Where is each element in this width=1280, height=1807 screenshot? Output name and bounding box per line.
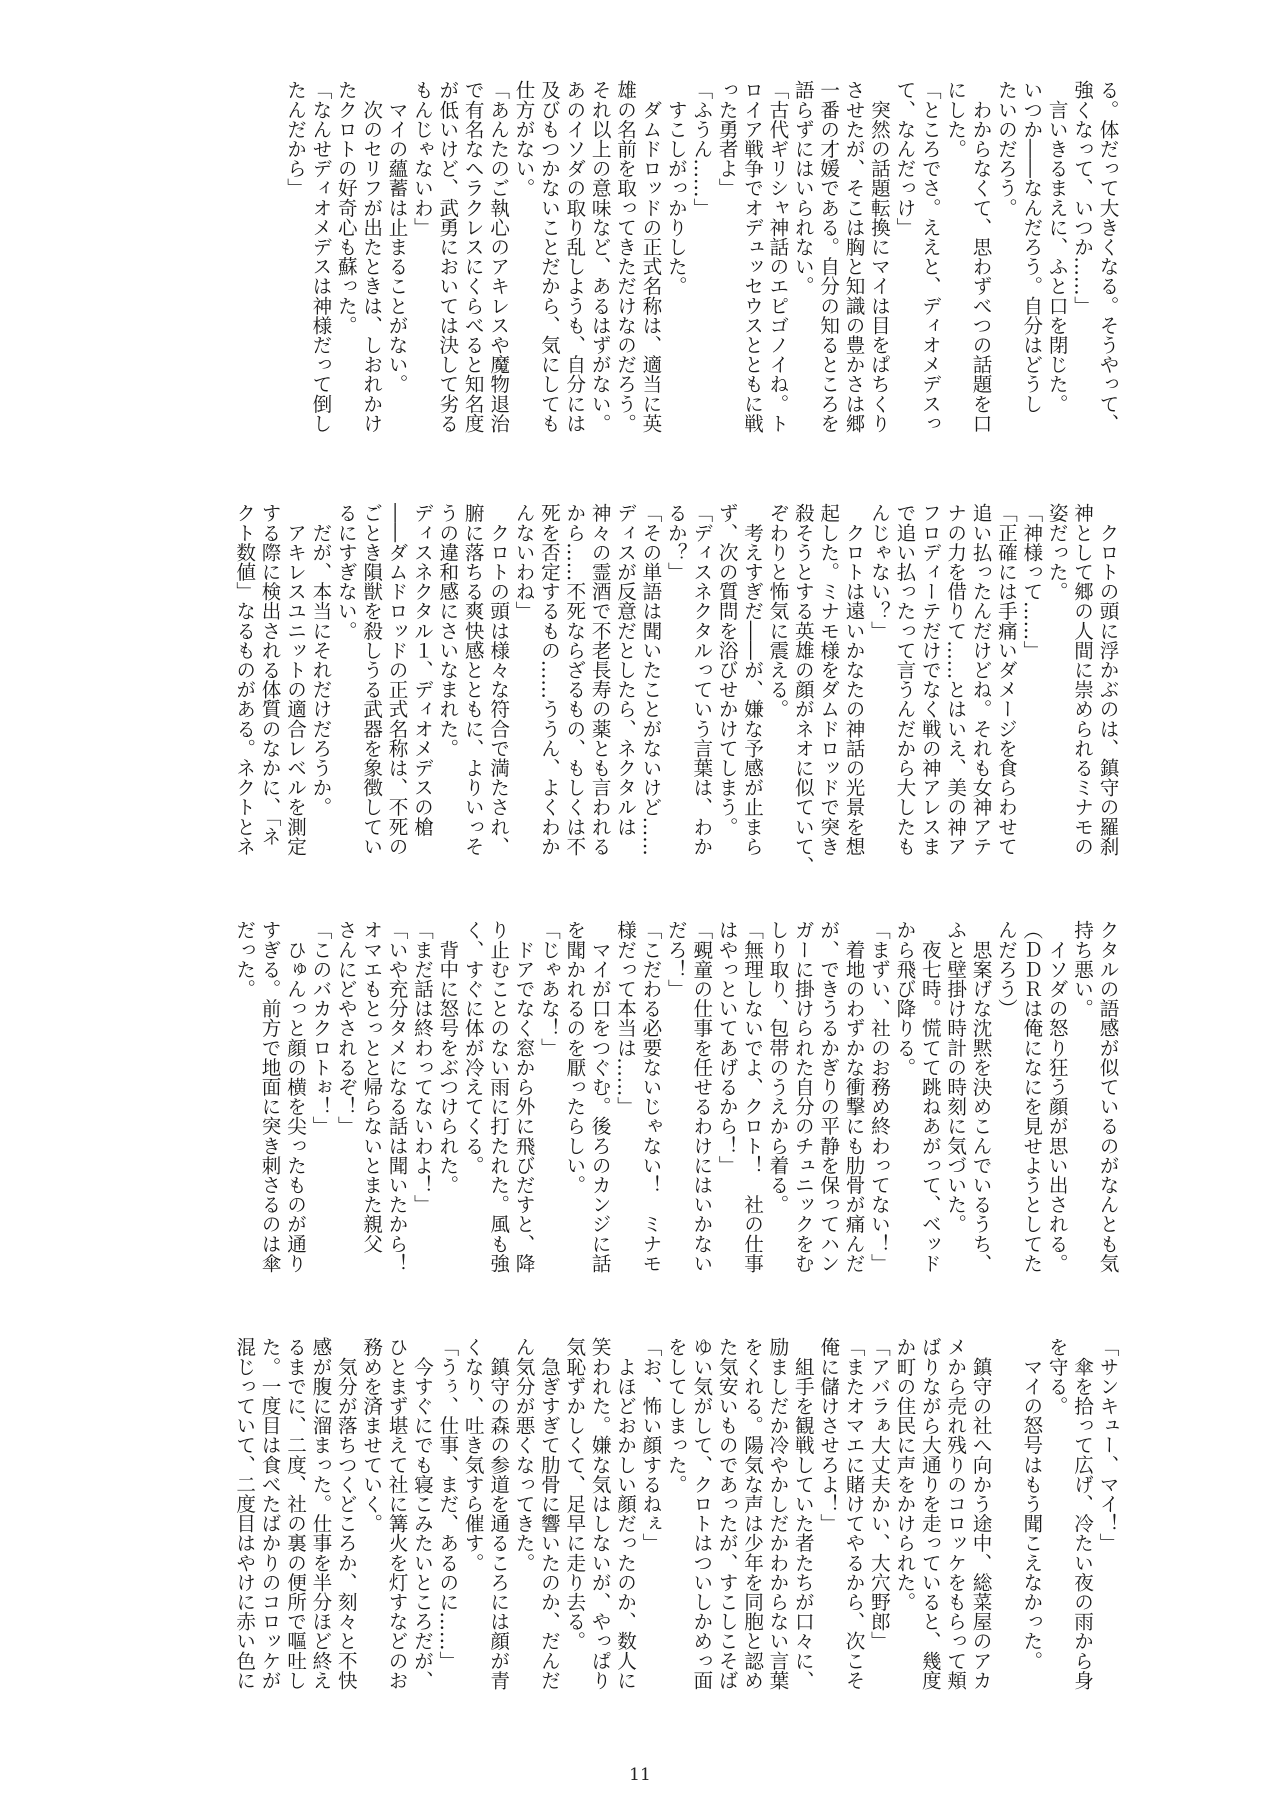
text-line: 「いや充分タメになる話は聞いたから！: [385, 920, 409, 1273]
text-line: ディスが反意だとしたら、ネクタルは: [613, 503, 637, 837]
text-line: マイの怒号はもう聞こえなかった。: [1019, 1337, 1043, 1671]
text-tier-4: [105, 1337, 1120, 1742]
text-line: り止むことのない雨に打たれた。風も強: [486, 920, 510, 1273]
text-line: 夜七時。慌てて跳ねあがって、ベッド: [918, 920, 942, 1273]
text-line: ディスネクタル１、ディオメデスの槍: [410, 503, 434, 837]
text-line: ふと壁掛け時計の時刻に気づいた。: [943, 920, 967, 1234]
text-line: わからなくて、思わずべつの話題を口: [969, 80, 993, 433]
text-line: 今すぐにでも寝こみたいところだが、: [410, 1337, 434, 1690]
text-line: それ以上の意味など、あるはずがない。: [588, 80, 612, 433]
text-line: を守る。: [1045, 1337, 1069, 1416]
text-line: 死を否定するもの……ううん、よくわか: [537, 503, 561, 856]
text-line: 突然の話題転換にマイは目をぱちくり: [867, 80, 891, 433]
page-number: 11: [629, 1765, 651, 1785]
text-line: が、できうるかぎりの平静を保ってハン: [816, 920, 840, 1273]
text-line: 様だって本当は……」: [613, 920, 637, 1116]
text-line: はやっといてあげるから！」: [715, 920, 739, 1175]
text-line: うの違和感にさいなまれた。: [435, 503, 459, 758]
text-line: すこしがっかりした。: [664, 80, 688, 296]
text-line: 傘を拾って広げ、冷たい夜の雨から身: [1070, 1337, 1094, 1690]
text-line: あのイソダの取り乱しようも、自分には: [562, 80, 586, 433]
text-line: 「まだ話は終わってないわよ！」: [410, 920, 434, 1214]
text-line: ず、次の質問を浴びせかけてしまう。: [715, 503, 739, 837]
text-line: 一番の才媛である。自分の知るところを: [816, 80, 840, 433]
text-line: だった。: [232, 920, 256, 999]
text-tier-1: [130, 80, 1120, 490]
text-line: 考えすぎだ――が、嫌な予感が止まら: [740, 503, 764, 856]
text-line: アキレスユニットの適合レベルを測定: [283, 503, 307, 856]
text-line: 気恥ずかしくて、足早に走り去る。: [562, 1337, 586, 1651]
text-line: 「またオマエに賭けてやるから、次こそ: [842, 1337, 866, 1690]
text-line: が低いけど、武勇においては決して劣る: [435, 80, 459, 433]
text-line: 「こだわる必要ないじゃない！ ミナモ: [638, 920, 662, 1273]
text-line: 感が腹に溜まった。仕事を半分ほど終え: [308, 1337, 332, 1690]
text-line: クロトは遠いかなたの神話の光景を想: [842, 503, 866, 856]
text-line: 「お、怖い顔するねぇ」: [638, 1337, 662, 1553]
text-line: た気安いものであったが、すこしこそば: [715, 1337, 739, 1690]
text-line: 「うぅ、仕事、まだ、あるのに……」: [435, 1337, 459, 1671]
text-line: クロトの頭は様々な符合で満たされ、: [486, 503, 510, 856]
text-line: にした。: [943, 80, 967, 159]
text-line: ダムドロッドの正式名称は、適当に英: [638, 80, 662, 433]
text-line: で有名なヘラクレスにくらべると知名度: [461, 80, 485, 433]
text-line: 気分が落ちつくどころか、刻々と不快: [334, 1337, 358, 1690]
text-line: 「ふうん……」: [689, 80, 713, 218]
text-line: ドアでなく窓から外に飛びだすと、降: [512, 920, 536, 1273]
text-line: する際に検出される体質のなかに、「ネ: [258, 503, 282, 846]
text-tier-2: [130, 503, 1120, 908]
text-line: をくれる。陽気な声は少年を同胞と認め: [740, 1337, 764, 1690]
text-line: させたが、そこは胸と知識の豊かさは郷: [842, 80, 866, 433]
text-line: すぎる。前方で地面に突き刺さるのは傘: [258, 920, 282, 1273]
text-line: んないわね」: [512, 503, 536, 621]
text-line: 「ところでさ。ええと、ディオメデスっ: [918, 80, 942, 433]
text-line: ひとまず堪えて社に篝火を灯すなどのお: [385, 1337, 409, 1690]
text-line: んだろう）: [994, 920, 1018, 1018]
text-line: よほどおかしい顔だったのか、数人に: [613, 1337, 637, 1690]
text-line: ぞわりと怖気に震える。: [765, 503, 789, 719]
text-line: 務めを済ませていく。: [359, 1337, 383, 1533]
text-line: マイの蘊蓄は止まることがない。: [385, 80, 409, 394]
text-line: クロトの頭に浮かぶのは、鎮守の羅刹: [1096, 503, 1119, 856]
text-line: 仕方がない。: [512, 80, 536, 198]
text-line: く、すぐに体が冷えてくる。: [461, 920, 485, 1175]
text-line: 鎮守の社へ向かう途中、総菜屋のアカ: [969, 1337, 993, 1690]
text-line: 起した。ミナモ様をダムドロッドで突き: [816, 503, 840, 856]
text-line: ん気分が悪くなってきた。: [512, 1337, 536, 1573]
text-line: 俺に儲けさせろよ！」: [816, 1337, 840, 1533]
text-line: クト数値」なるものがある。ネクトとネ: [232, 503, 256, 856]
text-line: んじゃない？」: [867, 503, 891, 641]
text-line: 混じっていて、二度目はやけに赤い色に: [232, 1337, 256, 1690]
text-line: マイが口をつぐむ。後ろのカンジに話: [588, 920, 612, 1273]
text-line: たクロトの好奇心も蘇った。: [334, 80, 358, 335]
text-line: 「無理しないでよ、クロト！ 社の仕事: [740, 920, 764, 1273]
text-line: くなり、吐き気すら催す。: [461, 1337, 485, 1573]
text-line: 「まずい、社のお務め終わってない！」: [867, 920, 891, 1273]
text-line: 神として郷の人間に崇められるミナモの: [1070, 503, 1094, 856]
text-line: 言いきるまえに、ふと口を閉じた。: [1045, 80, 1069, 414]
text-line: るか？」: [664, 503, 688, 582]
text-line: か町の住民に声をかけられた。: [892, 1337, 916, 1612]
text-line: フロディーテだけでなく戦の神アレスま: [918, 503, 942, 856]
text-line: さんにどやされるぞ！」: [334, 920, 358, 1136]
text-line: （ＤＤＲは俺になにを見せようとしてた: [1019, 920, 1043, 1273]
text-line: 「古代ギリシャ神話のエピゴノイね。ト: [765, 80, 789, 433]
text-line: 及びもつかないことだから、気にしても: [537, 80, 561, 433]
text-line: しり取り、包帯のうえから着る。: [765, 920, 789, 1214]
text-line: もんじゃないわ」: [410, 80, 434, 237]
text-line: 「このバカクロトぉ！」: [308, 920, 332, 1136]
text-line: ゆい気がして、クロトはついしかめっ面: [689, 1337, 713, 1690]
text-line: 追い払ったんだけどね。それも女神アテ: [969, 503, 993, 856]
text-line: 背中に怒号をぶつけられた。: [435, 920, 459, 1195]
text-line: 「あんたのご執心のアキレスや魔物退治: [486, 80, 510, 433]
text-tier-3: [110, 920, 1120, 1325]
text-line: 持ち悪い。: [1070, 920, 1094, 1018]
text-line: 神々の霊酒で不老長寿の薬とも言われる: [588, 503, 612, 856]
text-line: 腑に落ちる爽快感とともに、よりいっそ: [461, 503, 485, 856]
text-line: て、なんだっけ」: [892, 80, 916, 237]
text-line: 「じゃあな！」: [537, 920, 561, 1058]
text-line: たいのだろう。: [994, 80, 1018, 218]
text-line: 笑われた。嫌な気はしないが、やっぱり: [588, 1337, 612, 1690]
text-line: 組手を観戦していた者たちが口々に、: [791, 1337, 815, 1690]
text-line: 鎮守の森の参道を通るころには顔が青: [486, 1337, 510, 1690]
text-line: メから売れ残りのコロッケをもらって頬: [943, 1337, 967, 1690]
text-line: 「サンキュー、マイ！」: [1096, 1337, 1119, 1553]
text-line: 殺そうとする英雄の顔がネオに似ていて、: [791, 503, 815, 876]
text-line: だが、本当にそれだけだろうか。: [308, 503, 332, 817]
text-line: 姿だった。: [1045, 503, 1069, 601]
text-line: ごとき隕獣を殺しうる武器を象徴してい: [359, 503, 383, 856]
text-line: 「アバラぁ大丈夫かい、大穴野郎」: [867, 1337, 891, 1651]
text-line: るにすぎない。: [334, 503, 358, 641]
text-line: 思案げな沈黙を決めこんでいるうち、: [969, 920, 993, 1273]
text-line: 「ディスネクタルっていう言葉は、わか: [689, 503, 713, 856]
text-line: から……不死ならざるもの、もしくは不: [562, 503, 586, 856]
text-line: 「神様って……」: [1019, 503, 1043, 660]
text-line: 次のセリフが出たときは、しおれかけ: [359, 80, 383, 433]
text-line: で追い払ったって言うんだから大したも: [892, 503, 916, 856]
text-line: た。一度目は食べたばかりのコロッケが: [258, 1337, 282, 1690]
text-line: 「その単語は聞いたことがないけど……: [638, 503, 662, 856]
text-line: った勇者よ」: [715, 80, 739, 198]
text-line: たんだから」: [283, 80, 307, 198]
text-line: る。体だって大きくなる。そうやって、: [1096, 80, 1119, 433]
text-line: ばりながら大通りを走っていると、幾度: [918, 1337, 942, 1690]
text-line: ひゅんっと顔の横を尖ったものが通り: [283, 920, 307, 1273]
text-line: から飛び降りる。: [892, 920, 916, 1077]
text-line: 「覡童の仕事を任せるわけにはいかない: [689, 920, 713, 1273]
text-line: ガーに掛けられた自分のチュニックをむ: [791, 920, 815, 1273]
text-line: 「正確には手痛いダメージを食らわせて: [994, 503, 1018, 856]
text-line: イソダの怒り狂う顔が思い出される。: [1045, 920, 1069, 1273]
text-line: 雄の名前を取ってきただけなのだろう。: [613, 80, 637, 433]
text-line: 着地のわずかな衝撃にも肋骨が痛んだ: [842, 920, 866, 1273]
text-line: をしてしまった。: [664, 1337, 688, 1494]
text-line: ナの力を借りて……とはいえ、美の神ア: [943, 503, 967, 856]
text-line: クタルの語感が似ているのがなんとも気: [1096, 920, 1119, 1273]
text-line: オマエもとっとと帰らないとまた親父: [359, 920, 383, 1254]
text-line: 急ぎすぎて肋骨に響いたのか、だんだ: [537, 1337, 561, 1690]
text-line: るまでに、二度、社の裏の便所で嘔吐し: [283, 1337, 307, 1690]
text-line: 強くなって、いつか……」: [1070, 80, 1094, 316]
text-line: ――ダムドロッドの正式名称は、不死の: [385, 503, 409, 856]
text-line: いつか――なんだろう。自分はどうし: [1019, 80, 1043, 414]
text-line: 語らずにはいられない。: [791, 80, 815, 296]
text-line: を聞かれるのを厭ったらしい。: [562, 920, 586, 1195]
text-line: だろ！」: [664, 920, 688, 999]
text-line: 励ましだか冷やかしだかわからない言葉: [765, 1337, 789, 1690]
text-line: [993, 1337, 1018, 1742]
text-line: ロイア戦争でオデュッセウスとともに戦: [740, 80, 764, 433]
text-line: 「なんせディオメデスは神様だって倒し: [308, 80, 332, 433]
